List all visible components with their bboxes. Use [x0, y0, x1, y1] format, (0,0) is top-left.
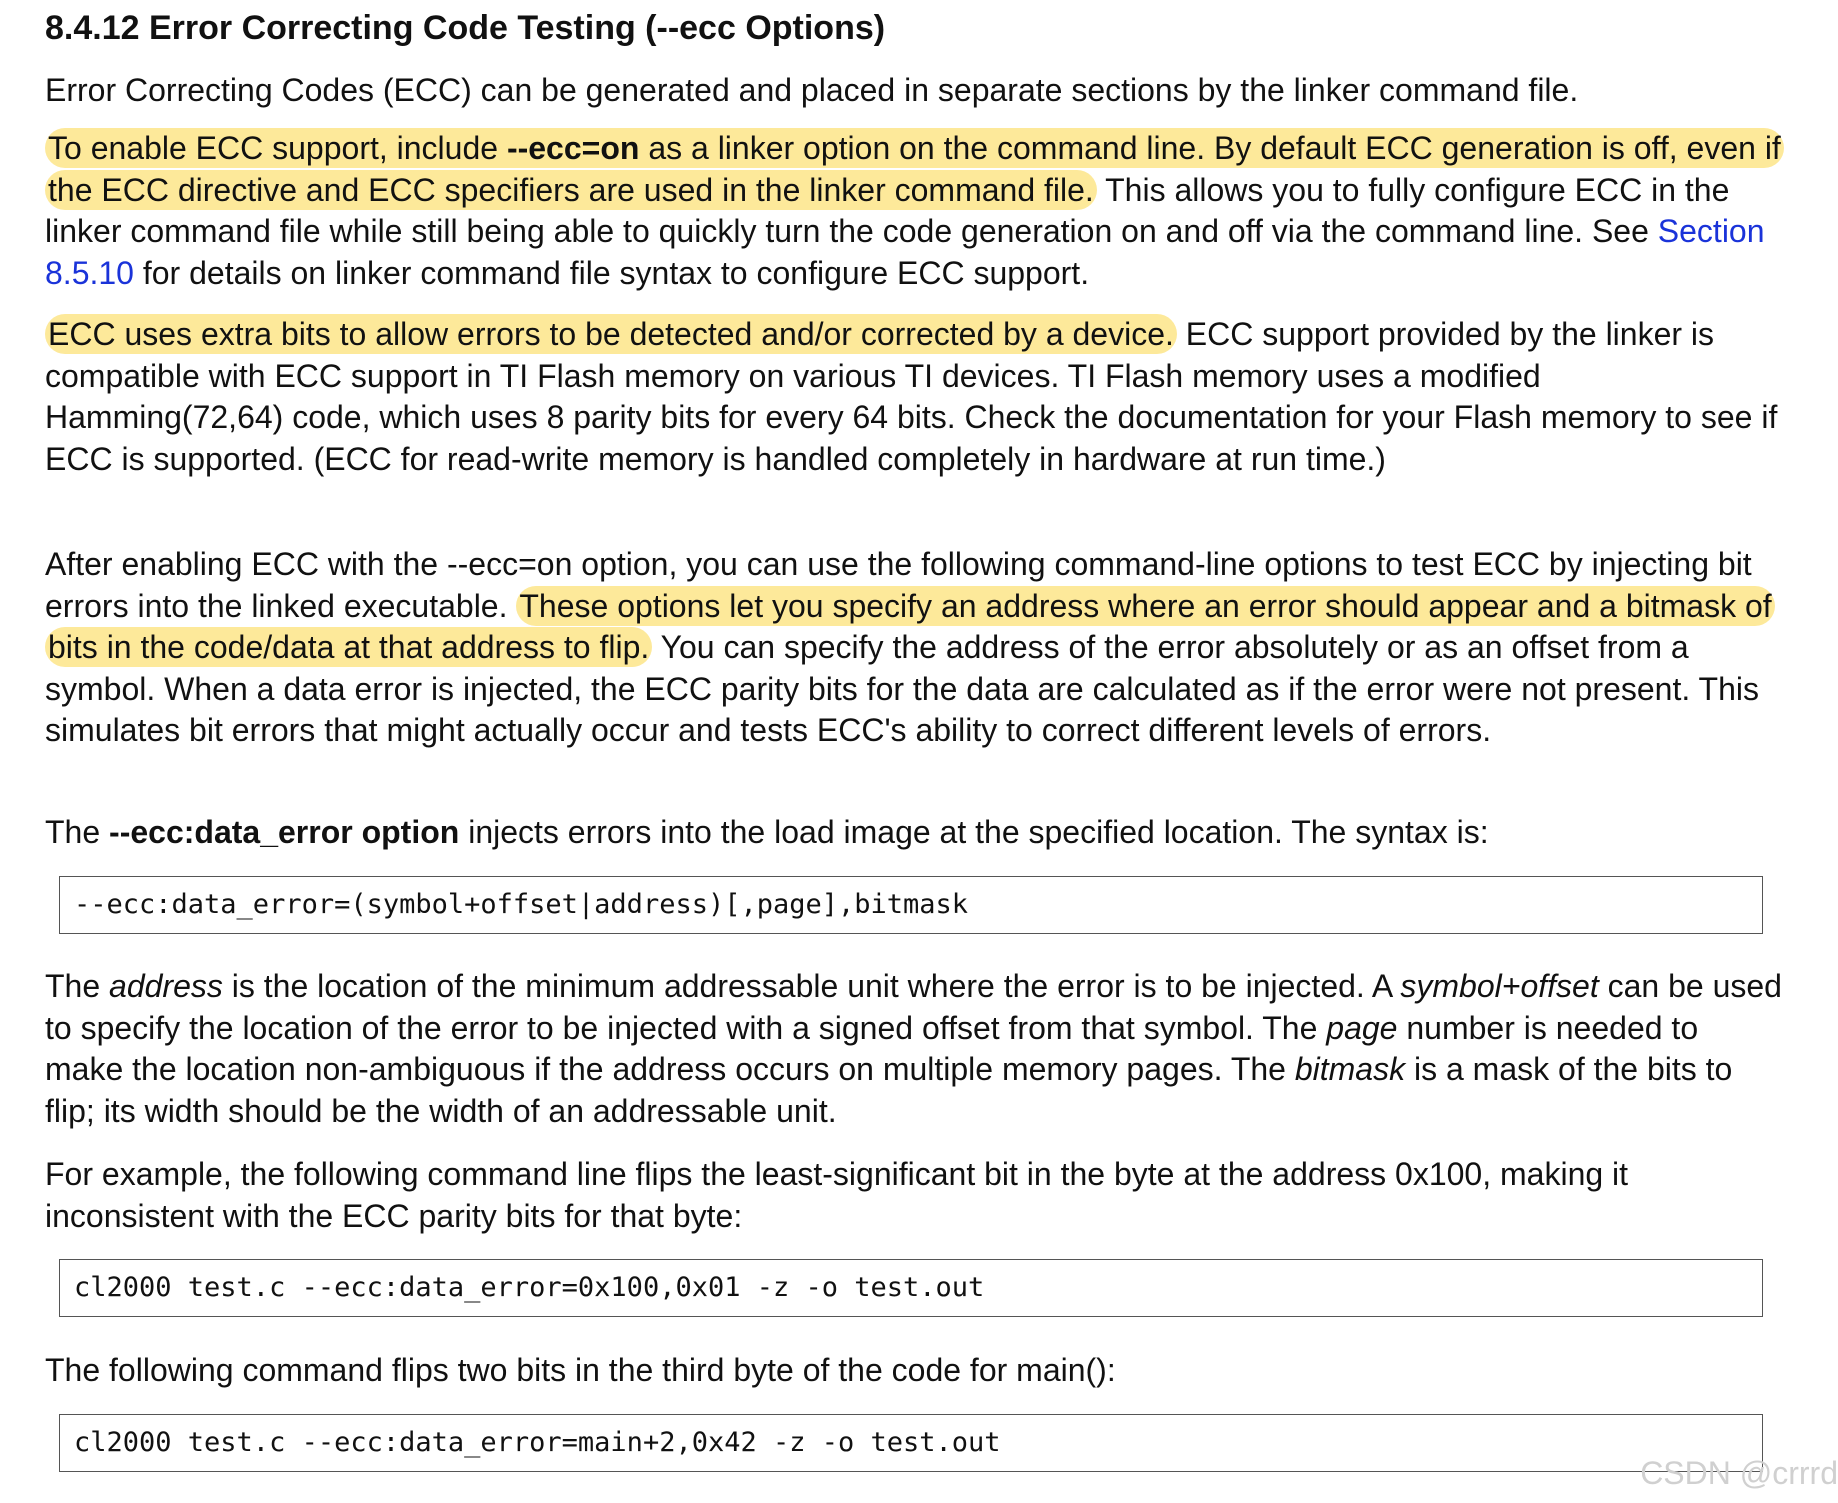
- testing-paragraph: After enabling ECC with the --ecc=on option, you can use the following command-line options to test ECC by injecting bit errors into the linked executable. These options let you specify an address where an error should appear and a bitmask of bits in the code/data at that address to flip. You can specify the address of the error absolutely or as an offset from a symbol. When a data error is injected, the ECC parity bits for the data are calculated as if the error were not present. This simulates bit errors that might actually occur and tests ECC's ability to correct different levels of errors.: [45, 544, 1785, 752]
- data-error-option: --ecc:data_error option: [109, 814, 460, 850]
- second-example-paragraph: The following command flips two bits in the third byte of the code for main():: [45, 1352, 1116, 1388]
- watermark: CSDN @crrrd: [1640, 1455, 1838, 1491]
- ecc-bits-paragraph: ECC uses extra bits to allow errors to be detected and/or corrected by a device. ECC support provided by the linker is compatible with ECC support in TI Flash memory on various TI devices. TI Flash memory uses a modified Hamming(72,64) code, which uses 8 parity bits for every 64 bits. Check the documentation for your Flash memory to see if ECC is supported. (ECC for read-write memory is handled completely in hardware at run time.): [45, 316, 1778, 477]
- example-code-block: cl2000 test.c --ecc:data_error=0x100,0x01 -z -o test.out: [59, 1259, 1763, 1317]
- section-link[interactable]: Section 8.5.10: [45, 213, 1765, 291]
- example-paragraph: For example, the following command line flips the least-significant bit in the byte at the address 0x100, making it inconsistent with the ECC parity bits for that byte:: [45, 1156, 1629, 1234]
- syntax-code-block: --ecc:data_error=(symbol+offset|address)[,page],bitmask: [59, 876, 1763, 934]
- section-heading: 8.4.12 Error Correcting Code Testing (--ecc Options): [45, 9, 886, 47]
- address-description-paragraph: The address is the location of the minimum addressable unit where the error is to be injected. A symbol+offset can be used to specify the location of the error to be injected with a signed offset from that symbol. The page number is needed to make the location non-ambiguous if the address occurs on multiple memory pages. The bitmask is a mask of the bits to flip; its width should be the width of an addressable unit.: [45, 968, 1782, 1129]
- ecc-on-option: --ecc=on: [506, 130, 640, 166]
- second-example-code-block: cl2000 test.c --ecc:data_error=main+2,0x42 -z -o test.out: [59, 1414, 1763, 1472]
- highlight: ECC uses extra bits to allow errors to be detected and/or corrected by a device.: [45, 314, 1177, 354]
- highlight: These options let you specify an address where an error should appear and a bitmask of bits in the code/data at that address to flip.: [45, 586, 1775, 668]
- intro-paragraph: Error Correcting Codes (ECC) can be generated and placed in separate sections by the linker command file.: [45, 72, 1579, 108]
- data-error-option-paragraph: The --ecc:data_error option injects errors into the load image at the specified location. The syntax is:: [45, 814, 1489, 850]
- highlight: To enable ECC support, include --ecc=on as a linker option on the command line. By default ECC generation is off, even if the ECC directive and ECC specifiers are used in the linker command file.: [45, 128, 1784, 210]
- enable-ecc-paragraph: To enable ECC support, include --ecc=on as a linker option on the command line. By default ECC generation is off, even if the ECC directive and ECC specifiers are used in the linker command file. This allows you to fully configure ECC in the linker command file while still being able to quickly turn the code generation on and off via the command line. See Section 8.5.10 for details on linker command file syntax to configure ECC support.: [45, 128, 1785, 294]
